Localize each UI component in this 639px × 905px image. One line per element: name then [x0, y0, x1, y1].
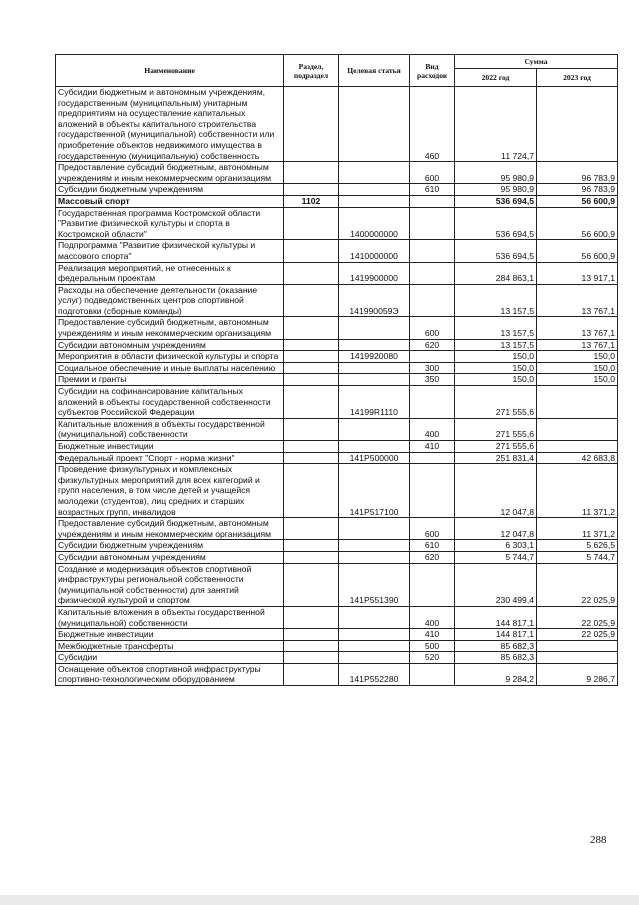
cell-expense [410, 284, 455, 317]
table-row [56, 207, 618, 240]
cell-2023: 5 744,7 [537, 551, 618, 563]
cell-2023: 56 600,9 [537, 240, 618, 262]
cell-2022: 230 499,4 [455, 563, 537, 606]
header-name: Наименование [56, 55, 284, 87]
cell-name: Субсидии автономным учреждениям [56, 339, 284, 351]
cell-name: Субсидии бюджетным учреждениям [56, 540, 284, 552]
cell-expense: 410 [410, 441, 455, 453]
cell-target: 1419900000 [339, 262, 410, 284]
cell-expense [410, 207, 455, 240]
cell-2023: 96 783,9 [537, 184, 618, 196]
cell-name: Премии и гранты [56, 374, 284, 386]
cell-target: 141P551390 [339, 563, 410, 606]
table-row [56, 452, 618, 464]
cell-name: Предоставление субсидий бюджетным, автономным учреждениям и иным некоммерческим организациям [56, 518, 284, 540]
table-row [56, 162, 618, 184]
cell-section [284, 386, 339, 419]
cell-target [339, 184, 410, 196]
cell-expense: 350 [410, 374, 455, 386]
cell-2022: 13 157,5 [455, 284, 537, 317]
cell-name: Реализация мероприятий, не отнесенных к федеральным проектам [56, 262, 284, 284]
cell-expense [410, 240, 455, 262]
cell-2023 [537, 652, 618, 664]
cell-section [284, 207, 339, 240]
cell-name: Мероприятия в области физической культуры и спорта [56, 351, 284, 363]
table-row [56, 629, 618, 641]
cell-2022: 95 980,9 [455, 162, 537, 184]
cell-2022: 85 682,3 [455, 640, 537, 652]
cell-section [284, 551, 339, 563]
cell-name: Расходы на обеспечение деятельности (оказание услуг) подведомственных центров спортивной подготовки (сборные команды) [56, 284, 284, 317]
table-row [56, 652, 618, 664]
cell-2023: 150,0 [537, 351, 618, 363]
table-row [56, 339, 618, 351]
cell-section [284, 540, 339, 552]
cell-section [284, 518, 339, 540]
cell-name: Субсидии бюджетным учреждениям [56, 184, 284, 196]
cell-name: Подпрограмма "Развитие физической культуры и массового спорта" [56, 240, 284, 262]
table-row [56, 284, 618, 317]
cell-target [339, 518, 410, 540]
table-row [56, 87, 618, 162]
table-row [56, 563, 618, 606]
cell-expense: 520 [410, 652, 455, 664]
cell-expense: 620 [410, 339, 455, 351]
cell-expense: 400 [410, 418, 455, 440]
table-row [56, 195, 618, 207]
cell-section [284, 441, 339, 453]
cell-2023: 9 286,7 [537, 663, 618, 685]
table-row [56, 262, 618, 284]
cell-2023: 13 917,1 [537, 262, 618, 284]
cell-target: 141P552280 [339, 663, 410, 685]
cell-name: Предоставление субсидий бюджетным, автономным учреждениям и иным некоммерческим организациям [56, 162, 284, 184]
cell-2022: 284 863,1 [455, 262, 537, 284]
cell-section [284, 640, 339, 652]
table-row [56, 640, 618, 652]
cell-name: Социальное обеспечение и иные выплаты населению [56, 362, 284, 374]
cell-target [339, 629, 410, 641]
cell-name: Бюджетные инвестиции [56, 441, 284, 453]
cell-expense [410, 386, 455, 419]
cell-name: Массовый спорт [56, 195, 284, 207]
cell-section [284, 663, 339, 685]
cell-2022: 6 303,1 [455, 540, 537, 552]
cell-expense: 610 [410, 540, 455, 552]
cell-section [284, 652, 339, 664]
cell-2022: 271 555,6 [455, 386, 537, 419]
bottom-strip [0, 895, 639, 905]
cell-2023: 150,0 [537, 374, 618, 386]
cell-name: Капитальные вложения в объекты государственной (муниципальной) собственности [56, 418, 284, 440]
cell-2022: 150,0 [455, 374, 537, 386]
cell-2023: 13 767,1 [537, 284, 618, 317]
cell-2022: 150,0 [455, 351, 537, 363]
cell-2022: 271 555,6 [455, 441, 537, 453]
cell-section [284, 184, 339, 196]
cell-target [339, 441, 410, 453]
cell-expense: 610 [410, 184, 455, 196]
cell-target [339, 362, 410, 374]
cell-target [339, 162, 410, 184]
cell-expense [410, 663, 455, 685]
cell-expense [410, 563, 455, 606]
cell-expense: 300 [410, 362, 455, 374]
cell-section [284, 362, 339, 374]
cell-name: Капитальные вложения в объекты государственной (муниципальной) собственности [56, 606, 284, 628]
cell-section [284, 262, 339, 284]
cell-2023 [537, 441, 618, 453]
cell-target: 1400000000 [339, 207, 410, 240]
table-row [56, 374, 618, 386]
cell-2023 [537, 418, 618, 440]
cell-expense [410, 262, 455, 284]
cell-expense [410, 195, 455, 207]
cell-target [339, 317, 410, 339]
table-row [56, 441, 618, 453]
cell-target [339, 551, 410, 563]
cell-expense: 620 [410, 551, 455, 563]
cell-expense: 600 [410, 317, 455, 339]
page-number: 288 [590, 834, 607, 846]
cell-2022: 12 047,8 [455, 464, 537, 518]
cell-2023: 22 025,9 [537, 563, 618, 606]
cell-2023: 11 371,2 [537, 464, 618, 518]
cell-section [284, 418, 339, 440]
table-row [56, 184, 618, 196]
cell-section [284, 629, 339, 641]
cell-2023: 13 767,1 [537, 339, 618, 351]
cell-2022: 11 724,7 [455, 87, 537, 162]
cell-2022: 9 284,2 [455, 663, 537, 685]
cell-target [339, 640, 410, 652]
cell-section [284, 606, 339, 628]
cell-section [284, 317, 339, 339]
cell-section [284, 339, 339, 351]
cell-2023 [537, 386, 618, 419]
cell-section [284, 87, 339, 162]
cell-2023: 22 025,9 [537, 606, 618, 628]
cell-section [284, 240, 339, 262]
header-year-2023: 2023 год [537, 69, 618, 87]
cell-2023: 13 767,1 [537, 317, 618, 339]
cell-target [339, 87, 410, 162]
header-sum: Сумма [455, 55, 618, 69]
cell-2022: 12 047,8 [455, 518, 537, 540]
table-row [56, 518, 618, 540]
cell-target: 141P500000 [339, 452, 410, 464]
table-row [56, 663, 618, 685]
cell-2023: 56 600,9 [537, 207, 618, 240]
table-row [56, 551, 618, 563]
cell-name: Государственная программа Костромской области "Развитие физической культуры и спорта в Костромской области" [56, 207, 284, 240]
cell-expense: 410 [410, 629, 455, 641]
cell-name: Бюджетные инвестиции [56, 629, 284, 641]
cell-name: Субсидии на софинансирование капитальных вложений в объекты государственной собственности субъектов Российской Федерации [56, 386, 284, 419]
cell-target [339, 339, 410, 351]
cell-2022: 150,0 [455, 362, 537, 374]
table-row [56, 362, 618, 374]
cell-name: Субсидии [56, 652, 284, 664]
cell-2023: 96 783,9 [537, 162, 618, 184]
cell-2022: 95 980,9 [455, 184, 537, 196]
cell-2023 [537, 87, 618, 162]
cell-2022: 5 744,7 [455, 551, 537, 563]
table-body [56, 87, 618, 686]
budget-table [55, 54, 618, 686]
header-expense: Вид расходов [410, 55, 455, 87]
table-row [56, 351, 618, 363]
cell-section [284, 374, 339, 386]
cell-target: 14199R1110 [339, 386, 410, 419]
cell-name: Предоставление субсидий бюджетным, автономным учреждениям и иным некоммерческим организациям [56, 317, 284, 339]
cell-section: 1102 [284, 195, 339, 207]
header-section: Раздел, подраздел [284, 55, 339, 87]
cell-expense: 600 [410, 162, 455, 184]
cell-section [284, 464, 339, 518]
table-row [56, 240, 618, 262]
cell-target [339, 606, 410, 628]
cell-target [339, 652, 410, 664]
cell-2023: 150,0 [537, 362, 618, 374]
cell-name: Оснащение объектов спортивной инфраструктуры спортивно-технологическим оборудованием [56, 663, 284, 685]
cell-target [339, 418, 410, 440]
cell-name: Субсидии бюджетным и автономным учреждениям, государственным (муниципальным) унитарным предприятиям на осуществление капитальных вложений в объекты капитального строительства государственной (муниципальной) собственности или приобретение объектов недвижимого имущества в государственную (муниципальную) собственность [56, 87, 284, 162]
cell-2022: 13 157,5 [455, 317, 537, 339]
cell-2022: 251 831,4 [455, 452, 537, 464]
cell-2022: 85 682,3 [455, 652, 537, 664]
table-row [56, 464, 618, 518]
cell-section [284, 162, 339, 184]
cell-name: Проведение физкультурных и комплексных физкультурных мероприятий для всех категорий и групп населения, в том числе детей и учащейся молодежи (студентов), лиц средних и старших возрастных групп, инвалидов [56, 464, 284, 518]
cell-2023: 22 025,9 [537, 629, 618, 641]
table-row [56, 386, 618, 419]
cell-name: Субсидии автономным учреждениям [56, 551, 284, 563]
cell-expense: 460 [410, 87, 455, 162]
cell-target: 141P517100 [339, 464, 410, 518]
cell-2022: 144 817,1 [455, 606, 537, 628]
cell-expense [410, 351, 455, 363]
cell-target [339, 195, 410, 207]
cell-2022: 13 157,5 [455, 339, 537, 351]
cell-target: 1419920080 [339, 351, 410, 363]
cell-expense [410, 464, 455, 518]
cell-section [284, 284, 339, 317]
table-row [56, 540, 618, 552]
table-row [56, 606, 618, 628]
table-row [56, 317, 618, 339]
cell-2023: 11 371,2 [537, 518, 618, 540]
cell-name: Межбюджетные трансферты [56, 640, 284, 652]
cell-2023 [537, 640, 618, 652]
cell-target: 141990059Э [339, 284, 410, 317]
cell-expense: 600 [410, 518, 455, 540]
cell-target: 1410000000 [339, 240, 410, 262]
cell-2022: 271 555,6 [455, 418, 537, 440]
cell-expense [410, 452, 455, 464]
cell-2023: 42 683,8 [537, 452, 618, 464]
cell-2022: 536 694,5 [455, 195, 537, 207]
cell-target [339, 540, 410, 552]
cell-section [284, 351, 339, 363]
cell-2022: 144 817,1 [455, 629, 537, 641]
cell-expense: 400 [410, 606, 455, 628]
cell-expense: 500 [410, 640, 455, 652]
cell-2023: 56 600,9 [537, 195, 618, 207]
header-target: Целевая статья [339, 55, 410, 87]
cell-section [284, 563, 339, 606]
cell-2022: 536 694,5 [455, 207, 537, 240]
cell-2022: 536 694,5 [455, 240, 537, 262]
header-year-2022: 2022 год [455, 69, 537, 87]
cell-name: Создание и модернизация объектов спортивной инфраструктуры региональной собственности (муниципальной собственности) для занятий физической культурой и спортом [56, 563, 284, 606]
cell-name: Федеральный проект "Спорт - норма жизни" [56, 452, 284, 464]
cell-target [339, 374, 410, 386]
cell-section [284, 452, 339, 464]
cell-2023: 5 626,5 [537, 540, 618, 552]
table-row [56, 418, 618, 440]
